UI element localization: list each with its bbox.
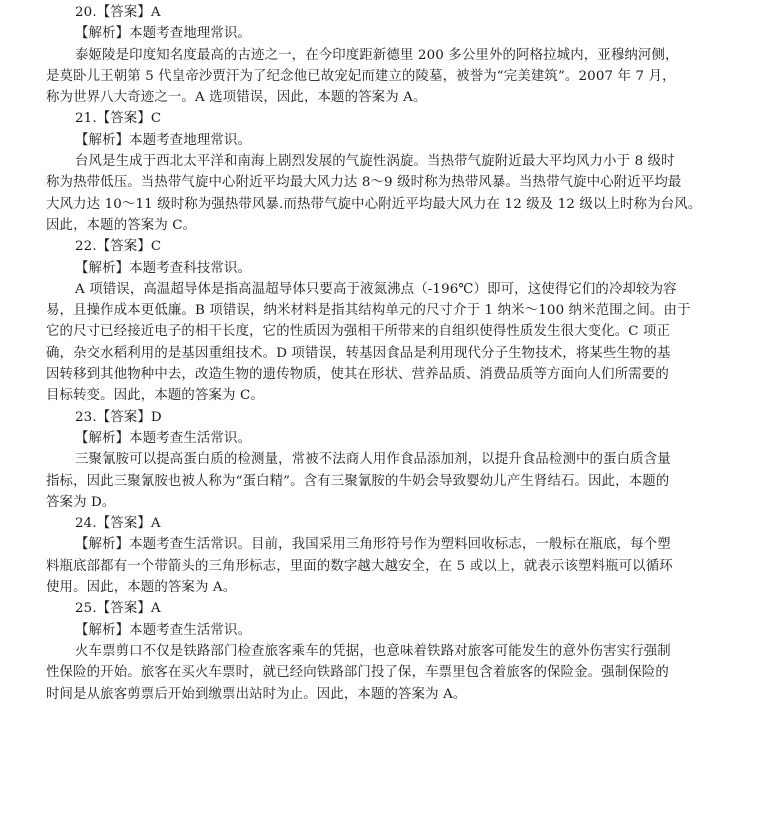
- text-line: 21.【答案】C: [75, 111, 162, 127]
- text-line-continuation: 使用。因此，本题的答案为 A。: [46, 580, 237, 596]
- document-page: [46, 0, 715, 705]
- text-line: 火车票剪口不仅是铁路部门检查旅客乘车的凭据，也意味着铁路对旅客可能发生的意外伤害实行强制: [75, 643, 671, 659]
- text-line: 【解析】本题考查地理常识。: [75, 26, 252, 42]
- text-line-continuation: 它的尺寸已经接近电子的相干长度，它的性质因为强相干所带来的自组织使得性质发生很大变化。C 项正: [46, 324, 671, 340]
- text-line: A 项错误，高温超导体是指高温超导体只要高于液氮沸点（-196℃）即可，这使得它们的冷却较为容: [75, 281, 677, 297]
- text-line-continuation: 确，杂交水稻利用的是基因重组技术。D 项错误，转基因食品是利用现代分子生物技术，将某些生物的基: [46, 345, 671, 361]
- text-line: 【解析】本题考查生活常识。: [75, 622, 252, 638]
- text-line: 23.【答案】D: [75, 409, 162, 425]
- text-line: 【解析】本题考查生活常识。目前，我国采用三角形符号作为塑料回收标志，一般标在瓶底，每个塑: [75, 537, 671, 553]
- text-line: 【解析】本题考查生活常识。: [75, 430, 252, 446]
- text-line-continuation: 性保险的开始。旅客在买火车票时，就已经向铁路部门投了保，车票里包含着旅客的保险金。强制保险的: [46, 665, 669, 681]
- text-line-continuation: 易，且操作成本更低廉。B 项错误，纳米材料是指其结构单元的尺寸介于 1 纳米～100 纳米范围之间。由于: [46, 303, 691, 319]
- text-line: 22.【答案】C: [75, 239, 162, 255]
- text-line-continuation: 指标，因此三聚氰胺也被人称为“蛋白精”。含有三聚氰胺的牛奶会导致婴幼儿产生肾结石。因此，本题的: [46, 473, 670, 489]
- text-line-continuation: 时间是从旅客剪票后开始到缴票出站时为止。因此，本题的答案为 A。: [46, 686, 467, 702]
- text-line-continuation: 是莫卧儿王朝第 5 代皇帝沙贾汗为了纪念他已故宠妃而建立的陵墓，被誉为“完美建筑”。2007 年 7 月，: [46, 68, 676, 84]
- text-line: 【解析】本题考查科技常识。: [75, 260, 252, 276]
- text-line: 20.【答案】A: [75, 5, 161, 20]
- text-line-continuation: 因此，本题的答案为 C。: [46, 217, 197, 233]
- text-line: 24.【答案】A: [75, 516, 161, 532]
- text-line: 【解析】本题考查地理常识。: [75, 132, 252, 148]
- text-line-continuation: 大风力达 10～11 级时称为强热带风暴.而热带气旋中心附近平均最大风力在 12 级及 12 级以上时称为台风。: [46, 196, 702, 212]
- text-line: 台风是生成于西北太平洋和南海上剧烈发展的气旋性涡旋。当热带气旋附近最大平均风力小于 8 级时: [75, 154, 675, 170]
- text-line-continuation: 目标转变。因此，本题的答案为 C。: [46, 388, 264, 404]
- document-body: [46, 2, 715, 705]
- text-line-continuation: 料瓶底部都有一个带箭头的三角形标志，里面的数字越大越安全，在 5 或以上，就表示该塑料瓶可以循环: [46, 558, 673, 574]
- text-line-continuation: 称为世界八大奇迹之一。A 选项错误，因此，本题的答案为 A。: [46, 90, 427, 106]
- text-line: 泰姬陵是印度知名度最高的古迹之一，在今印度距新德里 200 多公里外的阿格拉城内，亚穆纳河侧，: [75, 47, 679, 63]
- text-line-continuation: 答案为 D。: [46, 494, 116, 510]
- text-line-continuation: 因转移到其他物种中去，改造生物的遗传物质，使其在形状、营养品质、消费品质等方面向人们所需要的: [46, 367, 669, 383]
- text-line: 三聚氰胺可以提高蛋白质的检测量，常被不法商人用作食品添加剂，以提升食品检测中的蛋白质含量: [75, 452, 671, 468]
- text-line-continuation: 称为热带低压。当热带气旋中心附近平均最大风力达 8～9 级时称为热带风暴。当热带气旋中心附近平均最: [46, 175, 682, 191]
- text-line: 25.【答案】A: [75, 601, 161, 617]
